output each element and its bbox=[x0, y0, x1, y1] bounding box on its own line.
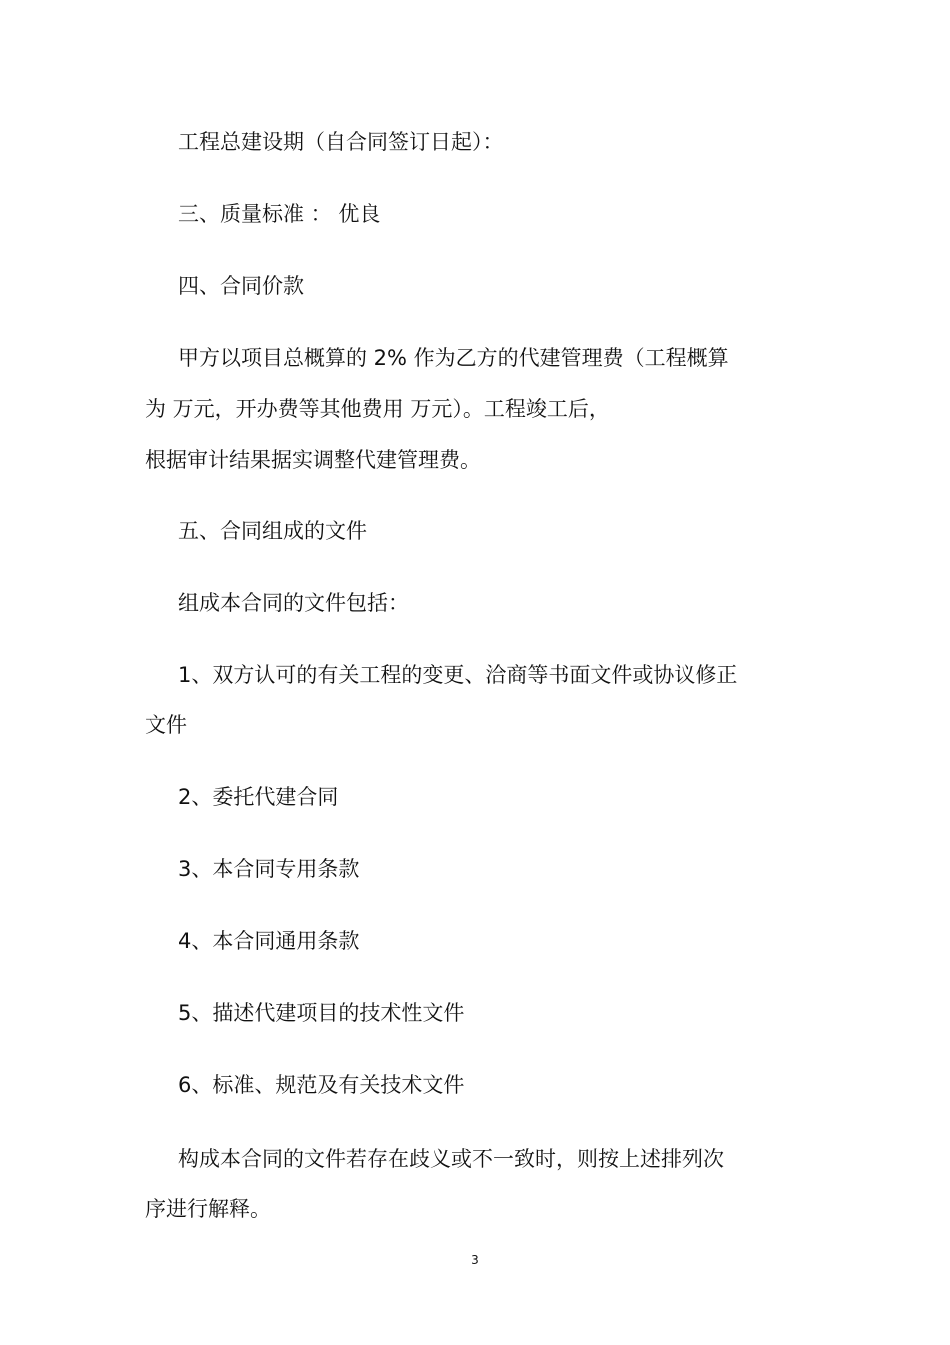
price-paragraph-line-1: 甲方以项目总概算的 2% 作为乙方的代建管理费（工程概算 bbox=[178, 346, 729, 370]
document-list-item-4: 4、本合同通用条款 bbox=[178, 929, 360, 953]
closing-paragraph-line-1: 构成本合同的文件若存在歧义或不一致时，则按上述排列次 bbox=[178, 1147, 724, 1171]
contract-documents-heading: 五、合同组成的文件 bbox=[178, 519, 367, 543]
document-list-item-6: 6、标准、规范及有关技术文件 bbox=[178, 1073, 465, 1097]
document-list-item-3: 3、本合同专用条款 bbox=[178, 857, 360, 881]
construction-period-text: 工程总建设期（自合同签订日起）： bbox=[178, 130, 504, 154]
contract-documents-intro: 组成本合同的文件包括： bbox=[178, 591, 409, 615]
quality-standard-heading: 三、质量标准 ： 优良 bbox=[178, 202, 381, 226]
price-paragraph-line-2: 为 万元，开办费等其他费用 万元）。工程竣工后， bbox=[145, 397, 610, 421]
document-list-item-2: 2、委托代建合同 bbox=[178, 785, 339, 809]
contract-price-heading: 四、合同价款 bbox=[178, 274, 304, 298]
document-list-item-1-line-1: 1、双方认可的有关工程的变更、洽商等书面文件或协议修正 bbox=[178, 663, 738, 687]
document-list-item-5: 5、描述代建项目的技术性文件 bbox=[178, 1001, 465, 1025]
document-list-item-1-line-2: 文件 bbox=[145, 713, 187, 737]
closing-paragraph-line-2: 序进行解释。 bbox=[145, 1197, 271, 1221]
page-number: 3 bbox=[471, 1253, 479, 1267]
price-paragraph-line-3: 根据审计结果据实调整代建管理费。 bbox=[145, 448, 481, 472]
